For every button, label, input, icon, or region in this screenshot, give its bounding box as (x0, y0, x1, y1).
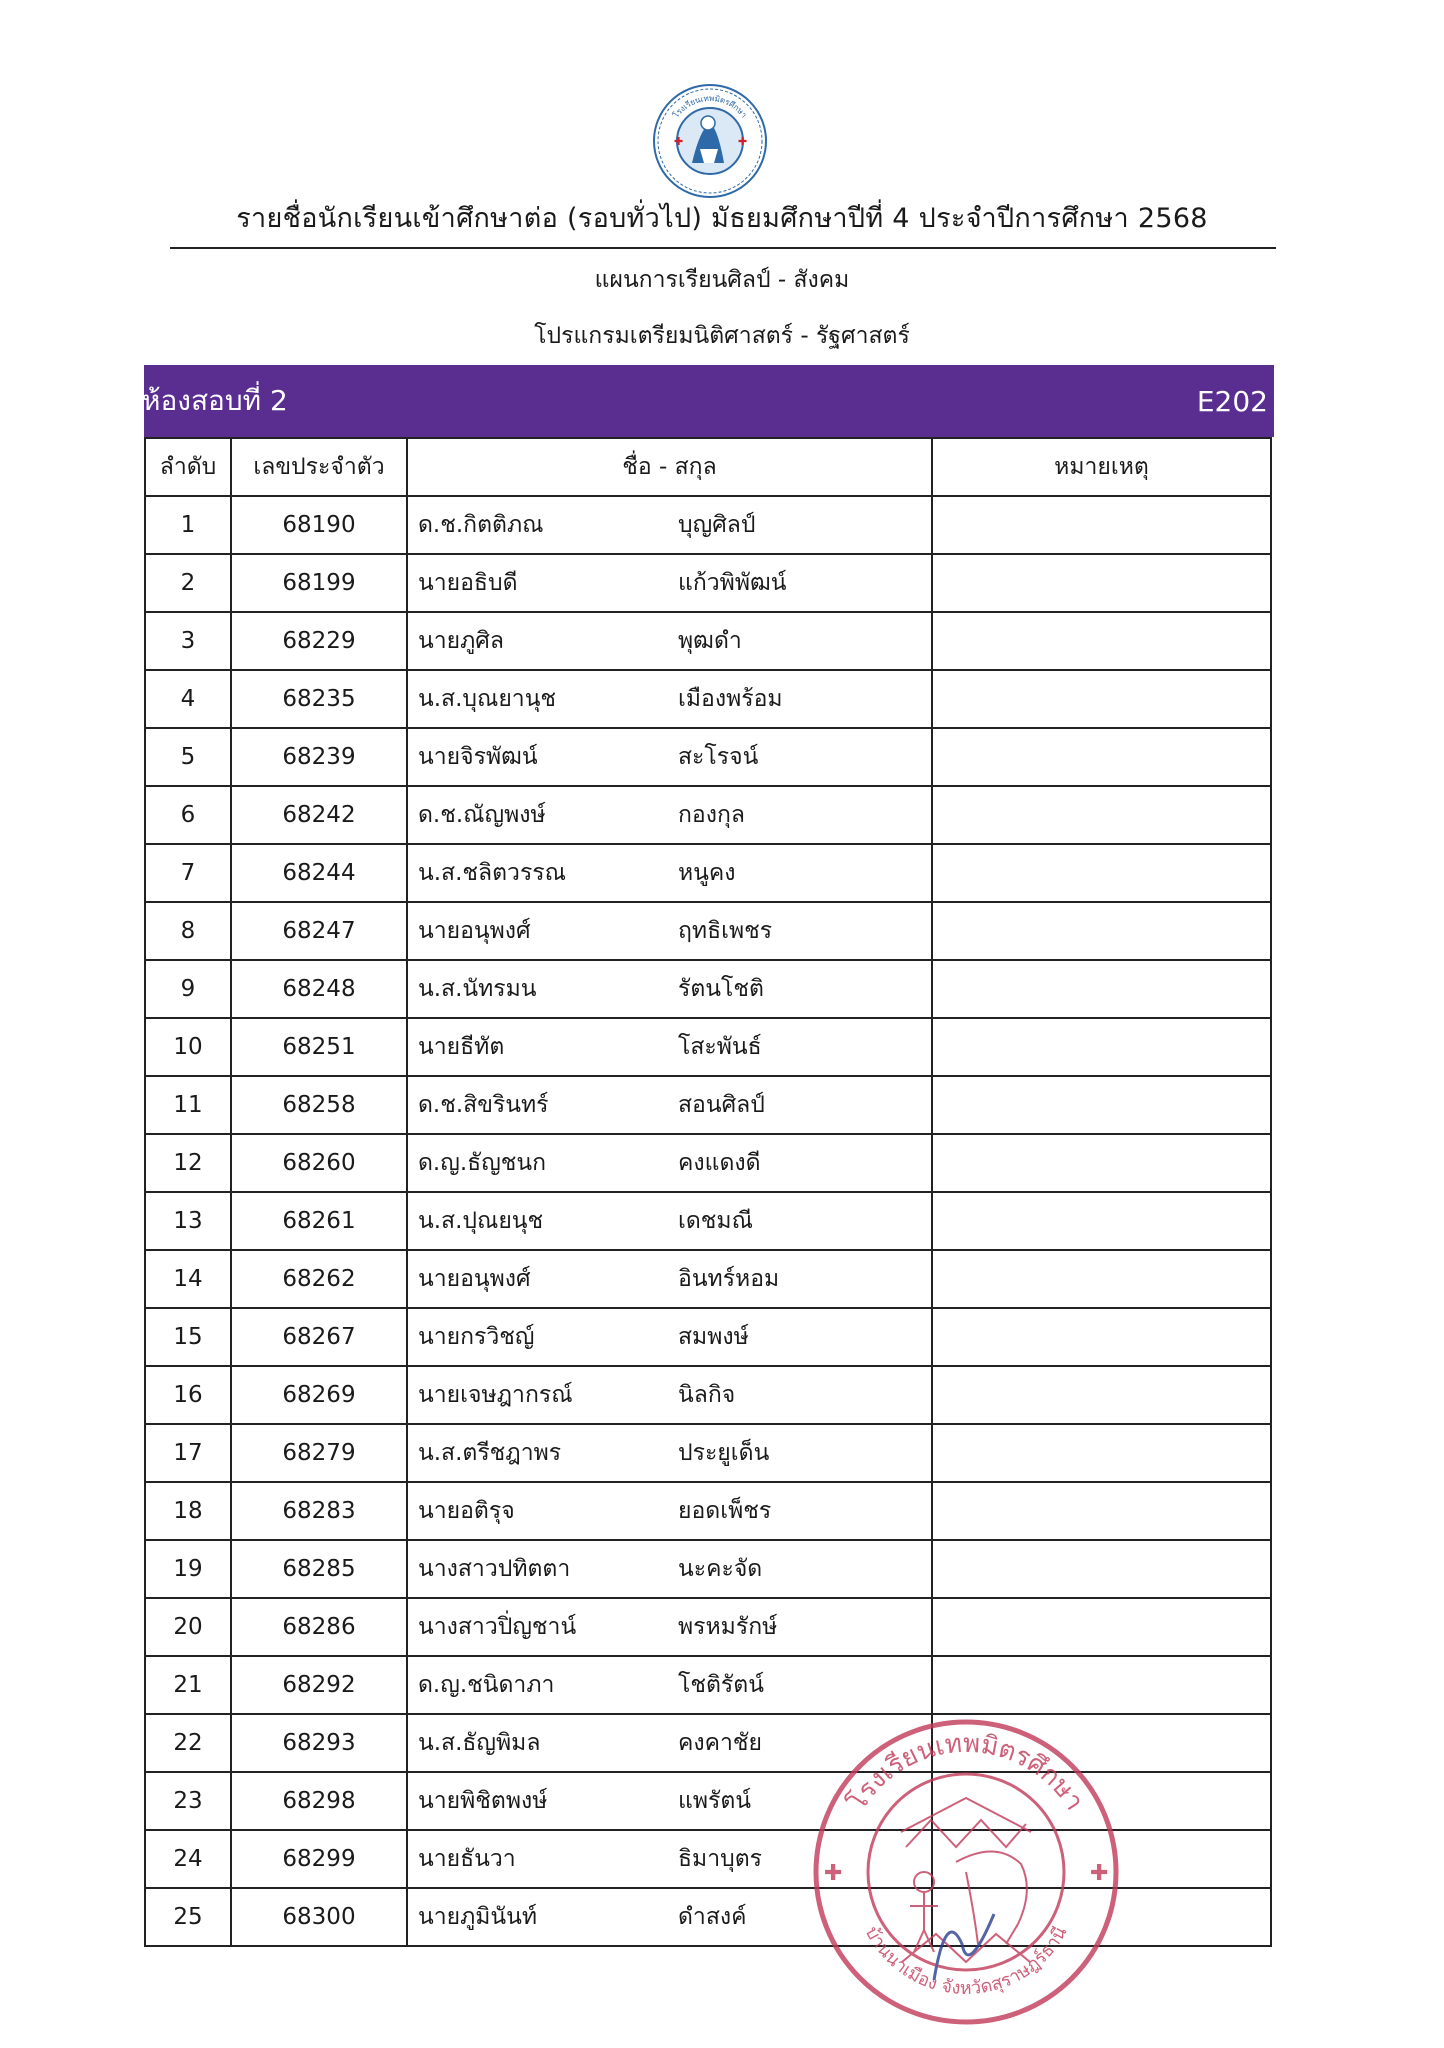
row-student-id: 68286 (231, 1598, 407, 1656)
row-remark (932, 902, 1271, 960)
row-seq: 3 (145, 612, 231, 670)
table-row (145, 1714, 1271, 1772)
row-name (407, 1598, 932, 1656)
table-row (145, 1250, 1271, 1308)
row-student-id: 68260 (231, 1134, 407, 1192)
row-seq: 25 (145, 1888, 231, 1946)
header-student-id: เลขประจำตัว (231, 438, 407, 496)
row-student-id: 68199 (231, 554, 407, 612)
table-row (145, 1308, 1271, 1366)
row-name (407, 554, 932, 612)
title-divider (170, 247, 1276, 249)
row-remark (932, 496, 1271, 554)
row-seq: 8 (145, 902, 231, 960)
row-family-name: กองกุล (678, 802, 745, 828)
row-seq: 6 (145, 786, 231, 844)
row-family-name: ดำสงค์ (678, 1904, 747, 1930)
row-name (407, 960, 932, 1018)
row-name (407, 1540, 932, 1598)
table-header-row (145, 438, 1271, 496)
study-program: โปรแกรมเตรียมนิติศาสตร์ - รัฐศาสตร์ (534, 323, 910, 349)
row-remark (932, 1018, 1271, 1076)
svg-text:✚: ✚ (674, 135, 684, 148)
row-remark (932, 844, 1271, 902)
table-row (145, 728, 1271, 786)
table-row (145, 1540, 1271, 1598)
row-given-name: นายอนุพงศ์ (418, 1266, 531, 1292)
table-row (145, 786, 1271, 844)
row-family-name: ประยูเด็น (678, 1440, 770, 1466)
row-family-name: ธิมาบุตร (678, 1846, 763, 1872)
row-family-name: สะโรจน์ (678, 744, 759, 770)
row-remark (932, 786, 1271, 844)
row-seq: 12 (145, 1134, 231, 1192)
row-seq: 17 (145, 1424, 231, 1482)
row-name (407, 1076, 932, 1134)
exam-room-label: ห้องสอบที่ 2 (142, 384, 288, 417)
row-family-name: แก้วพิพัฒน์ (678, 570, 787, 596)
row-name (407, 1424, 932, 1482)
row-seq: 19 (145, 1540, 231, 1598)
table-row (145, 1424, 1271, 1482)
row-given-name: น.ส.ชลิตวรรณ (418, 860, 566, 886)
row-remark (932, 1540, 1271, 1598)
row-student-id: 68269 (231, 1366, 407, 1424)
row-student-id: 68242 (231, 786, 407, 844)
row-seq: 15 (145, 1308, 231, 1366)
table-row (145, 1134, 1271, 1192)
row-family-name: โชติรัตน์ (678, 1672, 764, 1698)
seal-bottom-text: บ้านนาเมือง จังหวัดสุราษฎร์ธานี (860, 1923, 1072, 2000)
row-family-name: นะคะจัด (678, 1556, 763, 1582)
row-student-id: 68267 (231, 1308, 407, 1366)
row-name (407, 902, 932, 960)
row-name (407, 1308, 932, 1366)
row-student-id: 68283 (231, 1482, 407, 1540)
row-remark (932, 1656, 1271, 1714)
row-family-name: คงแดงดี (678, 1150, 761, 1176)
exam-room-banner (144, 365, 1274, 437)
row-student-id: 68258 (231, 1076, 407, 1134)
row-family-name: ยอดเพ็ชร (678, 1498, 772, 1524)
table-row (145, 1192, 1271, 1250)
row-seq: 7 (145, 844, 231, 902)
row-given-name: น.ส.ธัญพิมล (418, 1730, 541, 1756)
row-family-name: บุญศิลป์ (678, 512, 756, 538)
row-given-name: นายจิรพัฒน์ (418, 744, 538, 770)
svg-text:โรงเรียนเทพมิตรศึกษา: โรงเรียนเทพมิตรศึกษา (671, 93, 749, 120)
row-family-name: รัตนโชติ (678, 976, 764, 1002)
row-family-name: เมืองพร้อม (678, 686, 783, 712)
row-given-name: นายธันวา (418, 1846, 516, 1872)
row-student-id: 68261 (231, 1192, 407, 1250)
row-family-name: ฤทธิเพชร (678, 918, 773, 944)
row-given-name: ด.ช.ณัญพงษ์ (418, 802, 546, 828)
row-remark (932, 728, 1271, 786)
row-seq: 14 (145, 1250, 231, 1308)
row-remark (932, 1134, 1271, 1192)
header-remark: หมายเหตุ (932, 438, 1271, 496)
row-student-id: 68251 (231, 1018, 407, 1076)
row-student-id: 68299 (231, 1830, 407, 1888)
svg-text:✚: ✚ (824, 1861, 843, 1886)
row-name (407, 670, 932, 728)
table-row (145, 1830, 1271, 1888)
svg-text:✚: ✚ (1090, 1861, 1109, 1886)
row-remark (932, 1076, 1271, 1134)
table-body (145, 496, 1271, 1946)
row-given-name: นายภูศิล (418, 628, 504, 654)
table-row (145, 554, 1271, 612)
row-seq: 20 (145, 1598, 231, 1656)
row-name (407, 1772, 932, 1830)
seal-top-text: โรงเรียนเทพมิตรศึกษา (842, 1728, 1090, 1816)
table-row (145, 960, 1271, 1018)
row-remark (932, 1308, 1271, 1366)
table-row (145, 1018, 1271, 1076)
svg-text:✚: ✚ (738, 135, 748, 148)
row-given-name: น.ส.ตรีชฎาพร (418, 1440, 562, 1466)
row-remark (932, 1772, 1271, 1830)
row-given-name: นายกรวิชญ์ (418, 1324, 535, 1350)
row-seq: 22 (145, 1714, 231, 1772)
header-name: ชื่อ - สกุล (407, 438, 932, 496)
school-logo-icon (652, 83, 768, 199)
row-remark (932, 1366, 1271, 1424)
study-plan: แผนการเรียนศิลป์ - สังคม (594, 267, 850, 293)
row-seq: 16 (145, 1366, 231, 1424)
row-remark (932, 1482, 1271, 1540)
row-given-name: นายธีทัต (418, 1034, 505, 1060)
row-name (407, 612, 932, 670)
row-name (407, 1714, 932, 1772)
row-name (407, 1888, 932, 1946)
row-given-name: ด.ช.สิขรินทร์ (418, 1092, 549, 1118)
row-name (407, 728, 932, 786)
table-row (145, 612, 1271, 670)
table-row (145, 1656, 1271, 1714)
row-family-name: อินทร์หอม (678, 1266, 780, 1292)
header-seq: ลำดับ (145, 438, 231, 496)
student-roster-table (144, 437, 1272, 1947)
row-family-name: คงคาชัย (678, 1730, 763, 1756)
table-row (145, 670, 1271, 728)
row-given-name: นางสาวปิ่ญชาน์ (418, 1614, 577, 1640)
row-given-name: น.ส.บุณยานุช (418, 686, 557, 712)
row-family-name: โสะพันธ์ (678, 1034, 762, 1060)
row-seq: 21 (145, 1656, 231, 1714)
row-student-id: 68248 (231, 960, 407, 1018)
row-remark (932, 1192, 1271, 1250)
row-seq: 24 (145, 1830, 231, 1888)
row-given-name: นายเจษฎากรณ์ (418, 1382, 573, 1408)
row-name (407, 1250, 932, 1308)
row-student-id: 68285 (231, 1540, 407, 1598)
row-seq: 13 (145, 1192, 231, 1250)
row-name (407, 1192, 932, 1250)
row-seq: 23 (145, 1772, 231, 1830)
row-student-id: 68247 (231, 902, 407, 960)
row-family-name: แพรัตน์ (678, 1788, 751, 1814)
table-row (145, 1076, 1271, 1134)
row-given-name: น.ส.นัทรมน (418, 976, 537, 1002)
row-student-id: 68190 (231, 496, 407, 554)
row-seq: 9 (145, 960, 231, 1018)
row-name (407, 1366, 932, 1424)
row-family-name: พรหมรักษ์ (678, 1614, 778, 1640)
row-remark (932, 1598, 1271, 1656)
row-family-name: นิลกิจ (678, 1382, 736, 1408)
row-remark (932, 1714, 1271, 1772)
row-seq: 2 (145, 554, 231, 612)
table-row (145, 1598, 1271, 1656)
row-seq: 1 (145, 496, 231, 554)
row-name (407, 1018, 932, 1076)
row-student-id: 68239 (231, 728, 407, 786)
row-family-name: สอนศิลป์ (678, 1092, 765, 1118)
row-name (407, 496, 932, 554)
row-seq: 18 (145, 1482, 231, 1540)
row-remark (932, 1888, 1271, 1946)
row-family-name: หนูคง (678, 860, 736, 886)
row-student-id: 68235 (231, 670, 407, 728)
row-remark (932, 1424, 1271, 1482)
row-student-id: 68298 (231, 1772, 407, 1830)
row-remark (932, 1250, 1271, 1308)
row-student-id: 68229 (231, 612, 407, 670)
row-student-id: 68293 (231, 1714, 407, 1772)
row-given-name: ด.ญ.ธัญชนก (418, 1150, 547, 1176)
row-student-id: 68279 (231, 1424, 407, 1482)
table-row (145, 844, 1271, 902)
table-row (145, 1888, 1271, 1946)
row-name (407, 1656, 932, 1714)
row-remark (932, 1830, 1271, 1888)
row-given-name: นายภูมินันท์ (418, 1904, 538, 1930)
row-name (407, 844, 932, 902)
table-row (145, 496, 1271, 554)
row-name (407, 786, 932, 844)
row-family-name: เดชมณี (678, 1208, 753, 1234)
row-name (407, 1482, 932, 1540)
row-seq: 5 (145, 728, 231, 786)
row-given-name: นายอนุพงศ์ (418, 918, 531, 944)
row-given-name: ด.ญ.ชนิดาภา (418, 1672, 555, 1698)
row-remark (932, 960, 1271, 1018)
row-seq: 4 (145, 670, 231, 728)
row-student-id: 68244 (231, 844, 407, 902)
row-given-name: นายพิชิตพงษ์ (418, 1788, 548, 1814)
row-student-id: 68300 (231, 1888, 407, 1946)
row-seq: 11 (145, 1076, 231, 1134)
table-row (145, 1366, 1271, 1424)
exam-room-code: E202 (1196, 384, 1268, 418)
row-remark (932, 554, 1271, 612)
row-given-name: นายอธิบดี (418, 570, 518, 596)
row-student-id: 68262 (231, 1250, 407, 1308)
row-remark (932, 612, 1271, 670)
table-row (145, 1772, 1271, 1830)
row-given-name: นางสาวปทิตตา (418, 1556, 571, 1582)
row-name (407, 1134, 932, 1192)
row-given-name: น.ส.ปุณยนุช (418, 1208, 544, 1234)
page-title: รายชื่อนักเรียนเข้าศึกษาต่อ (รอบทั่วไป) มัธยมศึกษาปีที่ 4 ประจำปีการศึกษา 2568 (236, 203, 1208, 234)
row-seq: 10 (145, 1018, 231, 1076)
row-remark (932, 670, 1271, 728)
row-given-name: ด.ช.กิตติภณ (418, 512, 544, 538)
row-student-id: 68292 (231, 1656, 407, 1714)
table-row (145, 902, 1271, 960)
row-family-name: สมพงษ์ (678, 1324, 749, 1350)
row-family-name: พุฒดำ (678, 628, 742, 654)
row-name (407, 1830, 932, 1888)
row-given-name: นายอติรุจ (418, 1498, 515, 1524)
table-row (145, 1482, 1271, 1540)
